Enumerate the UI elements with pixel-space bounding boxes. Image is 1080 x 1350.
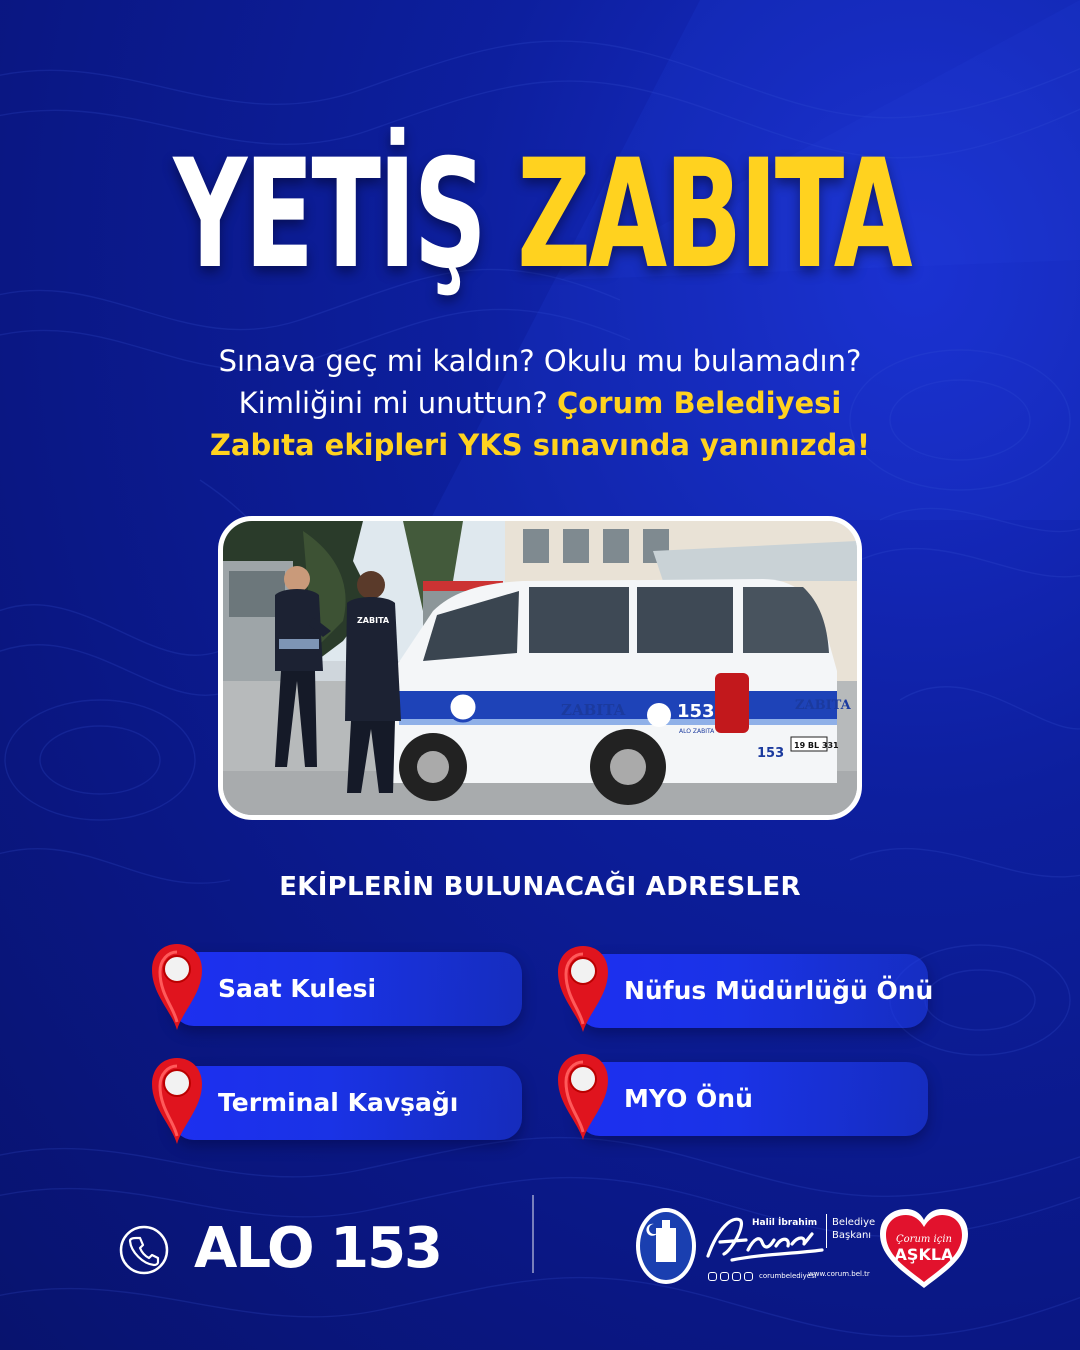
intro-line-2-highlight: Çorum Belediyesi (557, 386, 842, 420)
address-item-myo-onu (556, 1062, 928, 1136)
youtube-icon[interactable] (744, 1272, 753, 1281)
corum-icin-askla-heart-logo (876, 1206, 972, 1292)
van-rear-text: ZABITA (795, 698, 851, 713)
location-pin-icon (556, 1052, 610, 1142)
social-handle: corumbelediyesi (759, 1272, 817, 1280)
instagram-icon[interactable] (708, 1272, 717, 1281)
main-title (173, 120, 910, 310)
footer-divider (532, 1195, 534, 1273)
van-rear-number: 153 (757, 746, 785, 761)
heart-line-2: AŞKLA (894, 1245, 954, 1264)
mayor-divider (826, 1214, 827, 1248)
address-label: Saat Kulesi (218, 974, 377, 1003)
location-pin-icon (150, 1056, 204, 1146)
van-zabita-text: ZABITA (561, 701, 626, 719)
intro-line-1: Sınava geç mi kaldın? Okulu mu bulamadın? (218, 344, 862, 378)
mayor-role-line-1: Belediye (832, 1217, 876, 1228)
website-link[interactable]: www.corum.bel.tr (808, 1270, 870, 1278)
title-part-yellow: ZABITA (517, 128, 910, 302)
intro-line-3-highlight: Zabıta ekipleri YKS sınavında yanınızda! (209, 428, 871, 462)
addresses-section-title: EKİPLERİN BULUNACAĞI ADRESLER (279, 872, 801, 902)
address-item-saat-kulesi (150, 952, 522, 1026)
intro-text (90, 340, 990, 466)
van-sub-text: ALO ZABITA (679, 728, 715, 735)
alo-153-label: ALO 153 (194, 1216, 442, 1281)
location-pin-icon (556, 944, 610, 1034)
address-label: Nüfus Müdürlüğü Önü (624, 976, 934, 1005)
heart-line-1: Çorum için (896, 1234, 952, 1245)
phone-icon (118, 1224, 170, 1276)
zabita-photo (218, 516, 862, 820)
mayor-name: Halil İbrahim (752, 1218, 818, 1228)
mayor-role (832, 1216, 875, 1242)
municipality-seal-logo (634, 1206, 698, 1286)
intro-line-2-plain: Kimliğini mi unuttun? (238, 386, 548, 420)
location-pin-icon (150, 942, 204, 1032)
address-label: Terminal Kavşağı (218, 1088, 459, 1117)
uniform-text: ZABITA (357, 616, 390, 625)
mayor-role-line-2: Başkanı (832, 1230, 872, 1241)
van-number: 153 (677, 701, 715, 722)
address-item-terminal-kavsagi (150, 1066, 522, 1140)
social-links (708, 1270, 817, 1282)
van-plate: 19 BL 331 (794, 741, 839, 750)
title-part-white: YETİŞ (173, 128, 485, 302)
x-icon[interactable] (720, 1272, 729, 1281)
facebook-icon[interactable] (732, 1272, 741, 1281)
title-wrap (0, 120, 1080, 310)
address-item-nufus-mudurlugu (556, 954, 934, 1028)
intro-line-2 (90, 382, 990, 424)
address-label: MYO Önü (624, 1084, 753, 1113)
